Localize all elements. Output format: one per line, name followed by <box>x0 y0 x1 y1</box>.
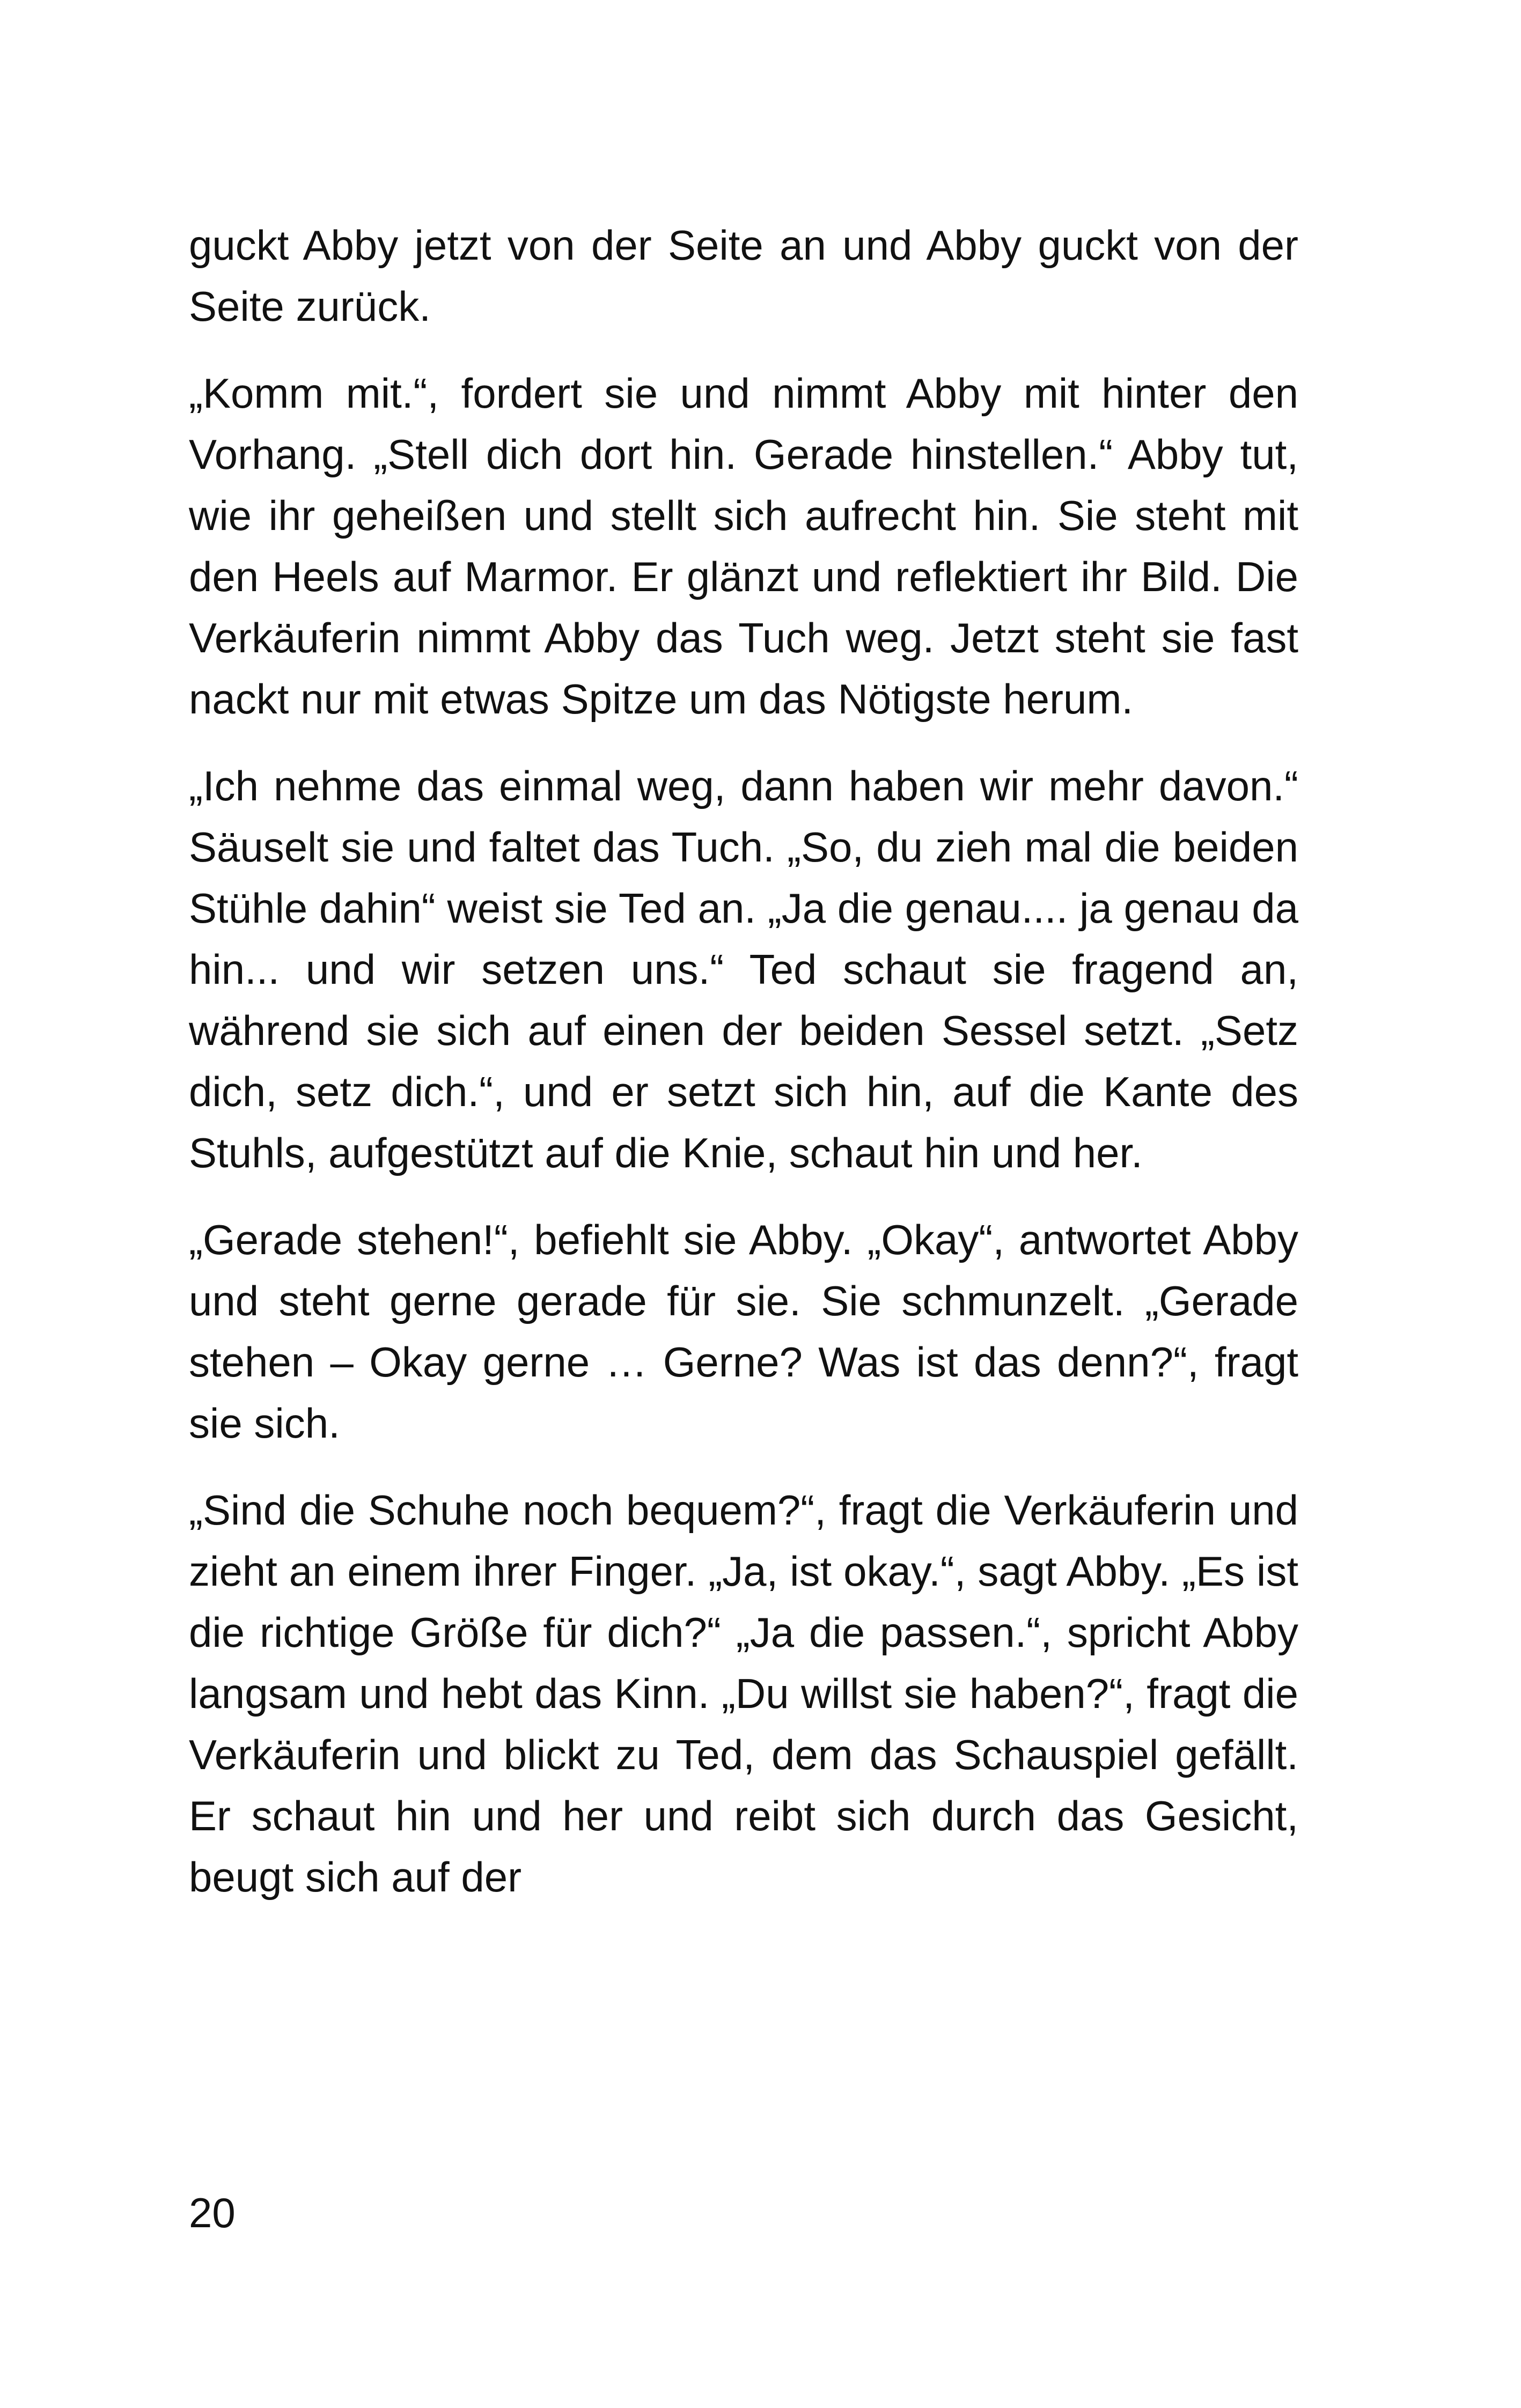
paragraph-1: guckt Abby jetzt von der Seite an und Abby guckt von der Seite zurück. <box>189 222 1298 330</box>
paragraph-3: „Ich nehme das einmal weg, dann haben wir mehr davon.“ Säuselt sie und faltet das Tuch. „So, du zieh mal die beiden Stühle dahin“ weist sie Ted an. „Ja die genau.... ja genau da hin... und wir setzen uns.“ Ted schaut sie fragend an, während sie sich auf einen der beiden Sessel setzt. „Setz dich, setz dich.“, und er setzt sich hin, auf die Kante des Stuhls, aufgestützt auf die Knie, schaut hin und her. <box>189 762 1298 1176</box>
paragraph-5: „Sind die Schuhe noch bequem?“, fragt die Verkäuferin und zieht an einem ihrer Finger. „Ja, ist okay.“, sagt Abby. „Es ist die richtige Größe für dich?“ „Ja die passen.“, spricht Abby langsam und hebt das Kinn. „Du willst sie haben?“, fragt die Verkäuferin und blickt zu Ted, dem das Schauspiel gefällt. Er schaut hin und her und reibt sich durch das Gesicht, beugt sich auf der <box>189 1486 1298 1901</box>
paragraph-2: „Komm mit.“, fordert sie und nimmt Abby mit hinter den Vorhang. „Stell dich dort hin. Gerade hinstellen.“ Abby tut, wie ihr geheißen und stellt sich aufrecht hin. Sie steht mit den Heels auf Marmor. Er glänzt und reflektiert ihr Bild. Die Verkäuferin nimmt Abby das Tuch weg. Jetzt steht sie fast nackt nur mit etwas Spitze um das Nötigste herum. <box>189 370 1298 723</box>
body-text <box>189 215 1298 1933</box>
paragraph-4: „Gerade stehen!“, befiehlt sie Abby. „Okay“, antwortet Abby und steht gerne gerade für sie. Sie schmunzelt. „Gerade stehen – Okay gerne … Gerne? Was ist das denn?“, fragt sie sich. <box>189 1216 1298 1447</box>
page-number: 20 <box>189 2189 236 2236</box>
